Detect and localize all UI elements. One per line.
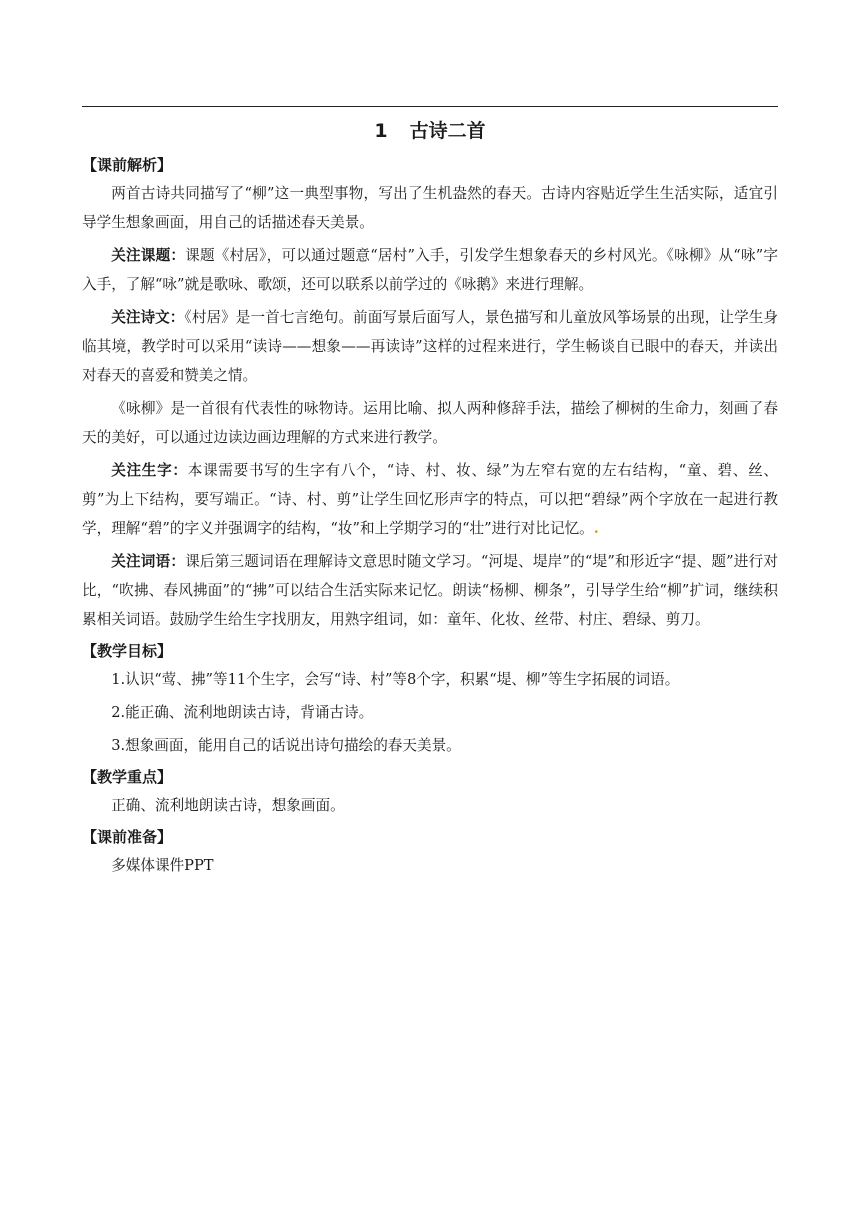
goal-item: 3.想象画面，能用自己的话说出诗句描绘的春天美景。 bbox=[111, 737, 461, 754]
words-text: 课后第三题词语在理解诗文意思时随文学习。“河堤、堤岸”的“堤”和形近字“提、题”进行对比，“吹拂、春风拂面”的“拂”可以结合生活实际来记忆。朗读“杨柳、柳条”，引导学生给“柳”扩词，继续积累相关词语。鼓励学生给生字找朋友，用熟字组词，如：童年、化妆、丝带、村庄、碧绿、剪刀。 bbox=[82, 553, 778, 628]
lesson-title-text: 古诗二首 bbox=[409, 120, 486, 142]
chars-label: 关注生字： bbox=[111, 462, 188, 479]
lesson-title bbox=[82, 116, 778, 146]
section-heading-focus: 【教学重点】 bbox=[82, 768, 173, 786]
analysis-poem bbox=[82, 303, 778, 390]
document-body bbox=[82, 116, 778, 884]
analysis-chars bbox=[82, 456, 778, 543]
analysis-poem-2: 《咏柳》是一首很有代表性的咏物诗。运用比喻、拟人两种修辞手法，描绘了柳树的生命力，刻画了春天的美好，可以通过边读边画边理解的方式来进行教学。 bbox=[82, 400, 778, 446]
topic-label: 关注课题： bbox=[111, 247, 186, 264]
topic-text: 课题《村居》，可以通过题意“居村”入手，引发学生想象春天的乡村风光。《咏柳》从“咏”字入手，了解“咏”就是歌咏、歌颂，还可以联系以前学过的《咏鹅》来进行理解。 bbox=[82, 247, 778, 293]
section-heading-prep: 【课前准备】 bbox=[82, 828, 173, 846]
analysis-intro: 两首古诗共同描写了“柳”这一典型事物，写出了生机盎然的春天。古诗内容贴近学生生活实际，适宜引导学生想象画面，用自己的话描述春天美景。 bbox=[82, 185, 778, 231]
section-heading-analysis: 【课前解析】 bbox=[82, 156, 173, 174]
goal-item: 1.认识“莺、拂”等11个生字，会写“诗、村”等8个字，积累“堤、柳”等生字拓展的词语。 bbox=[111, 671, 680, 688]
goal-item: 2.能正确、流利地朗读古诗，背诵古诗。 bbox=[111, 704, 374, 721]
analysis-topic bbox=[82, 241, 778, 299]
poem-label: 关注诗文： bbox=[111, 309, 185, 326]
focus-text: 正确、流利地朗读古诗，想象画面。 bbox=[111, 797, 345, 814]
analysis-words bbox=[82, 547, 778, 634]
prep-text: 多媒体课件PPT bbox=[111, 857, 214, 874]
poem-text: 《村居》是一首七言绝句。前面写景后面写人，景色描写和儿童放风筝场景的出现，让学生身临其境，教学时可以采用“读诗——想象——再读诗”这样的过程来进行，学生畅谈自已眼中的春天，并读出对春天的喜爱和赞美之情。 bbox=[82, 309, 778, 384]
chars-text: 本课需要书写的生字有八个，“诗、村、妆、绿”为左窄右宽的左右结构，“童、碧、丝、剪”为上下结构，要写端正。“诗、村、剪”让学生回忆形声字的特点，可以把“碧绿”两个字放在一起进行教学，理解“碧”的字义并强调字的结构，“妆”和上学期学习的“壮”进行对比记忆。 bbox=[82, 462, 778, 537]
section-heading-goals: 【教学目标】 bbox=[82, 642, 173, 660]
stray-dot: . bbox=[593, 520, 599, 537]
header-rule bbox=[82, 106, 778, 107]
lesson-number: 1 bbox=[374, 120, 388, 142]
words-label: 关注词语： bbox=[111, 553, 186, 570]
